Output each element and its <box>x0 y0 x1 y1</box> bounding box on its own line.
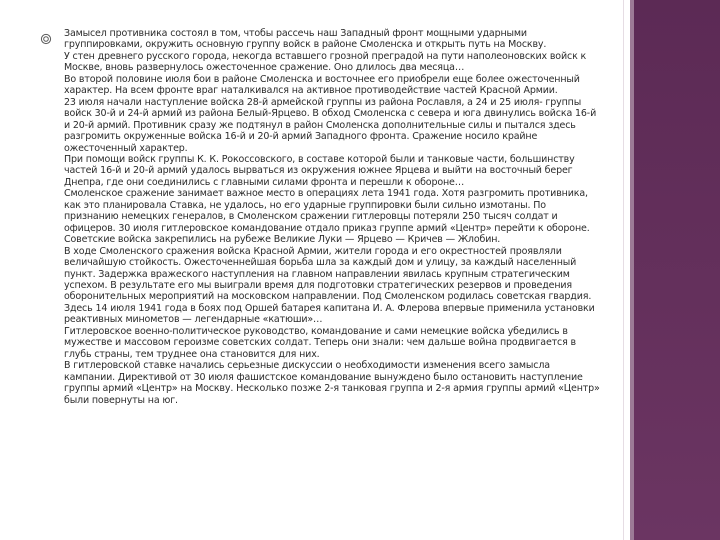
side-accent-strip <box>634 0 720 540</box>
divider-line <box>623 0 624 540</box>
content-area <box>40 28 600 528</box>
target-bullet-icon <box>40 33 52 45</box>
body-paragraph: Замысел противника состоял в том, чтобы рассечь наш Западный фронт мощными ударными группировками, окружить основную группу войск в районе Смоленска и открыть путь на Москву. У стен древнего русского города, некогда вставшего грозной преградой на пути наполеоновских войск к Москве, вновь развернулось ожесточенное сражение. Оно длилось два месяца… Во второй половине июля бои в районе Смоленска и восточнее его приобрели еще более ожесточенный характер. На всем фронте враг наталкивался на активное противодействие частей Красной Армии. 23 июля начали наступление войска 28-й армейской группы из района Рославля, а 24 и 25 июля- группы войск 30-й и 24-й армий из района Белый-Ярцево. В обход Смоленска с севера и юга двинулись войска 16-й и 20-й армий. Противник сразу же подтянул в район Смоленска дополнительные силы и пытался здесь разгромить окруженные войска 16-й и 20-й армий Западного фронта. Сражение носило крайне ожесточенный характер. При помощи войск группы К. К. Рокоссовского, в составе которой были и танковые части, большинству частей 16-й и 20-й армий удалось вырваться из окружения южнее Ярцева и выйти на восточный берег Днепра, где они соединились с главными силами фронта и перешли к обороне… Смоленское сражение занимает важное место в операциях лета 1941 года. Хотя разгромить противника, как это планировала Ставка, не удалось, но его ударные группировки были сильно измотаны. По признанию немецких генералов, в Смоленском сражении гитлеровцы потеряли 250 тысяч солдат и офицеров. 30 июля гитлеровское командование отдало приказ группе армий «Центр» перейти к обороне. Советские войска закрепились на рубеже Великие Луки — Ярцево — Кричев — Жлобин. В ходе Смоленского сражения войска Красной Армии, жители города и его окрестностей проявляли величайшую стойкость. Ожесточеннейшая борьба шла за каждый дом и улицу, за каждый населенный пункт. Задержка вражеского наступления на главном направлении явилась крупным стратегическим успехом. В результате его мы выиграли время для подготовки стратегических резервов и проведения оборонительных мероприятий на московском направлении. Под Смоленском родилась советская гвардия. Здесь 14 июля 1941 года в боях под Оршей батарея капитана И. А. Флерова впервые применила установки реактивных минометов — легендарные «катюши»… Гитлеровское военно-политическое руководство, командование и сами немецкие войска убедились в мужестве и массовом героизме советских солдат. Теперь они знали: чем дальше война продвигается в глубь страны, тем труднее она становится для них. В гитлеровской ставке начались серьезные дискуссии о необходимости изменения всего замысла кампании. Директивой от 30 июля фашистское командование вынуждено было остановить наступление группы армий «Центр» на Москву. Несколько позже 2-я танковая группа и 2-я армия группы армий «Центр» были повернуты на юг. <box>64 28 600 406</box>
